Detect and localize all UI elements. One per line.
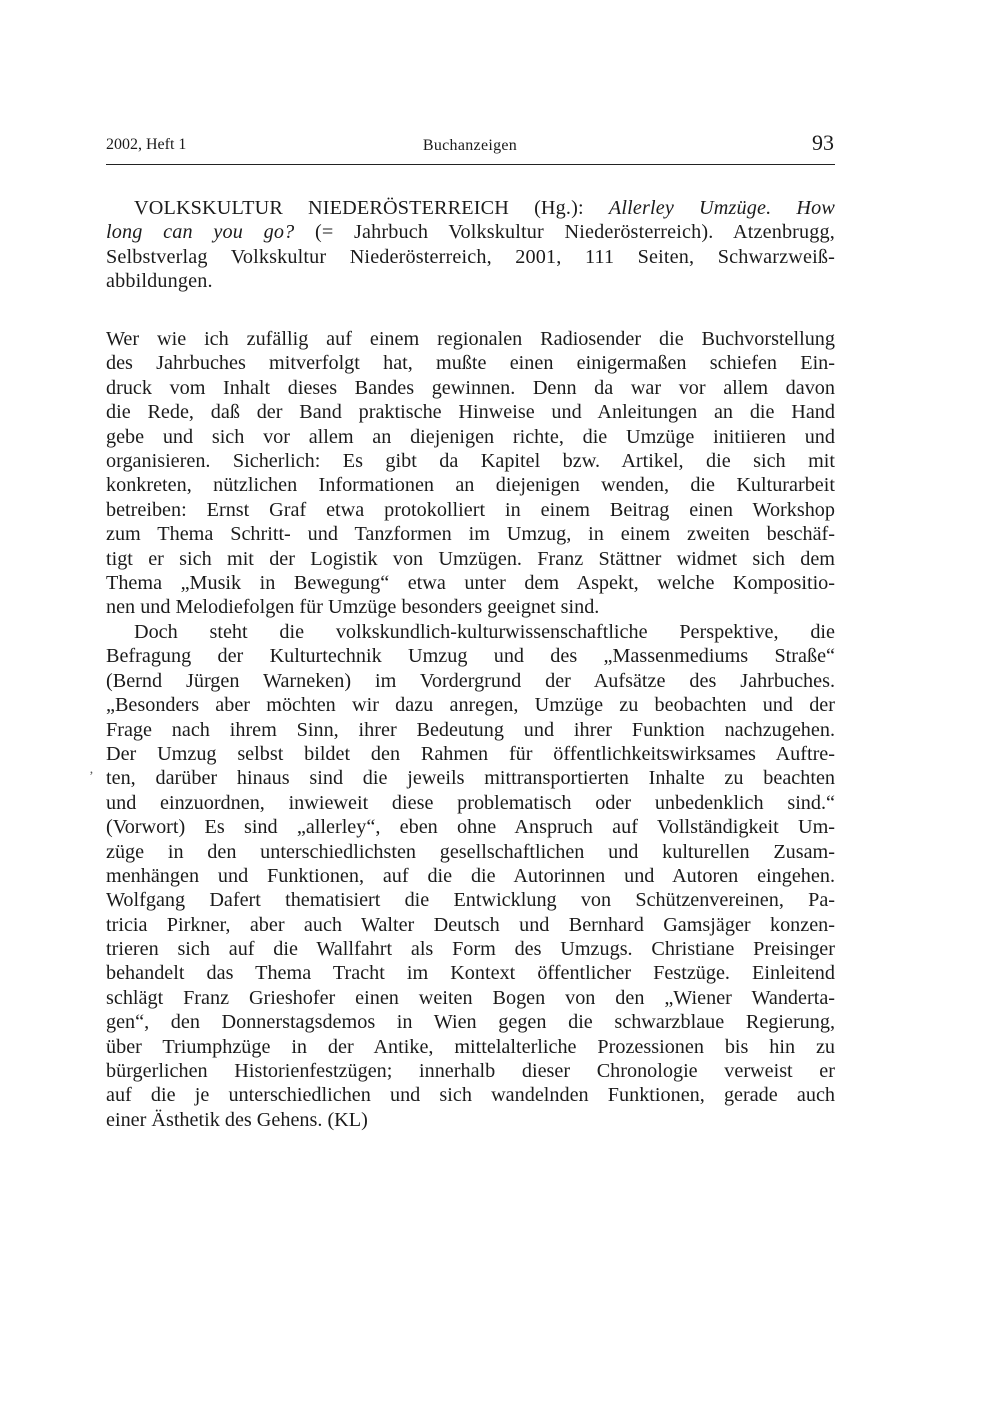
text-line: behandelt das Thema Tracht im Kontext öffentlicher Festzüge. Einleitend — [106, 962, 835, 985]
text-line: tigt er sich mit der Logistik von Umzügen. Franz Stättner widmet sich dem — [106, 547, 835, 570]
header-rule — [106, 164, 835, 165]
review-paragraph-1 — [106, 327, 835, 620]
section-title: Buchanzeigen — [422, 137, 518, 154]
text-line: tricia Pirkner, aber auch Walter Deutsch und Bernhard Gamsjäger konzen- — [106, 913, 835, 936]
text-line: „Besonders aber möchten wir dazu anregen, Umzüge zu beobachten und der — [106, 694, 835, 717]
text-line: organisieren. Sicherlich: Es gibt da Kapitel bzw. Artikel, die sich mit — [106, 449, 835, 472]
text-line: einer Ästhetik des Gehens. (KL) — [106, 1108, 368, 1131]
text-line: Befragung der Kulturtechnik Umzug und des „Massenmediums Straße“ — [106, 645, 835, 668]
citation-line: Selbstverlag Volkskultur Niederösterreich, 2001, 111 Seiten, Schwarzweiß- — [106, 245, 835, 268]
text-line: zum Thema Schritt- und Tanzformen im Umzug, in einem zweiten beschäf- — [106, 523, 835, 546]
citation-line: abbildungen. — [106, 270, 213, 293]
text-line: gebe und sich vor allem an diejenigen richte, die Umzüge initiieren und — [106, 425, 835, 448]
review-paragraph-2 — [106, 620, 835, 1132]
text-line: betreiben: Ernst Graf etwa protokolliert in einem Beitrag einen Workshop — [106, 498, 835, 521]
text-line: gen“, den Donnerstagsdemos in Wien gegen die schwarzblaue Regierung, — [106, 1011, 835, 1034]
text-line: auf die je unterschiedlichen und sich wandelnden Funktionen, gerade auch — [106, 1084, 835, 1107]
text-line: druck vom Inhalt dieses Bandes gewinnen. Denn da war vor allem davon — [106, 376, 835, 399]
text-line: Thema „Musik in Bewegung“ etwa unter dem Aspekt, welche Kompositio- — [106, 571, 835, 594]
text-line: züge in den unterschiedlichsten gesellschaftlichen und kulturellen Zusam- — [106, 840, 835, 863]
text-line: bürgerlichen Historienfestzügen; innerhalb dieser Chronologie verweist er — [106, 1060, 835, 1083]
citation-line: long can you go? (= Jahrbuch Volkskultur Niederösterreich). Atzenbrugg, — [106, 221, 835, 244]
citation-line: VOLKSKULTUR NIEDERÖSTERREICH (Hg.): Allerley Umzüge. How — [134, 197, 835, 219]
text-line: konkreten, nützlichen Informationen an diejenigen wenden, die Kulturarbeit — [106, 474, 835, 497]
running-header — [106, 130, 834, 158]
text-line: menhängen und Funktionen, auf die die Autorinnen und Autoren eingehen. — [106, 864, 835, 887]
text-line: über Triumphzüge in der Antike, mittelalterliche Prozessionen bis hin zu — [106, 1035, 835, 1058]
text-line: nen und Melodiefolgen für Umzüge besonders geeignet sind. — [106, 596, 600, 619]
book-citation — [106, 196, 835, 294]
text-line: Wolfgang Dafert thematisiert die Entwicklung von Schützenvereinen, Pa- — [106, 889, 835, 912]
text-line: Doch steht die volkskundlich-kulturwissenschaftliche Perspektive, die — [134, 621, 835, 643]
text-line: Frage nach ihrem Sinn, ihrer Bedeutung und ihrer Funktion nachzugehen. — [106, 718, 835, 741]
text-line: (Bernd Jürgen Warneken) im Vordergrund der Aufsätze des Jahrbuches. — [106, 669, 835, 692]
text-line: Wer wie ich zufällig auf einem regionalen Radiosender die Buchvorstellung — [106, 328, 835, 350]
text-line: des Jahrbuches mitverfolgt hat, mußte einen einigermaßen schiefen Ein- — [106, 352, 835, 375]
text-line: (Vorwort) Es sind „allerley“, eben ohne Anspruch auf Vollständigkeit Um- — [106, 816, 835, 839]
page-number: 93 — [812, 130, 834, 155]
text-line: Der Umzug selbst bildet den Rahmen für öffentlichkeitswirksames Auftre- — [106, 742, 835, 765]
text-line: schlägt Franz Grieshofer einen weiten Bogen von den „Wiener Wanderta- — [106, 986, 835, 1009]
text-line: und einzuordnen, inwieweit diese problematisch oder unbedenklich sind.“ — [106, 791, 835, 814]
issue-label: 2002, Heft 1 — [106, 136, 187, 153]
text-line: ten, darüber hinaus sind die jeweils mittransportierten Inhalte zu beachten — [106, 767, 835, 790]
margin-mark: ‚ — [89, 762, 94, 777]
text-line: trieren sich auf die Wallfahrt als Form des Umzugs. Christiane Preisinger — [106, 938, 835, 961]
text-line: die Rede, daß der Band praktische Hinweise und Anleitungen an die Hand — [106, 401, 835, 424]
